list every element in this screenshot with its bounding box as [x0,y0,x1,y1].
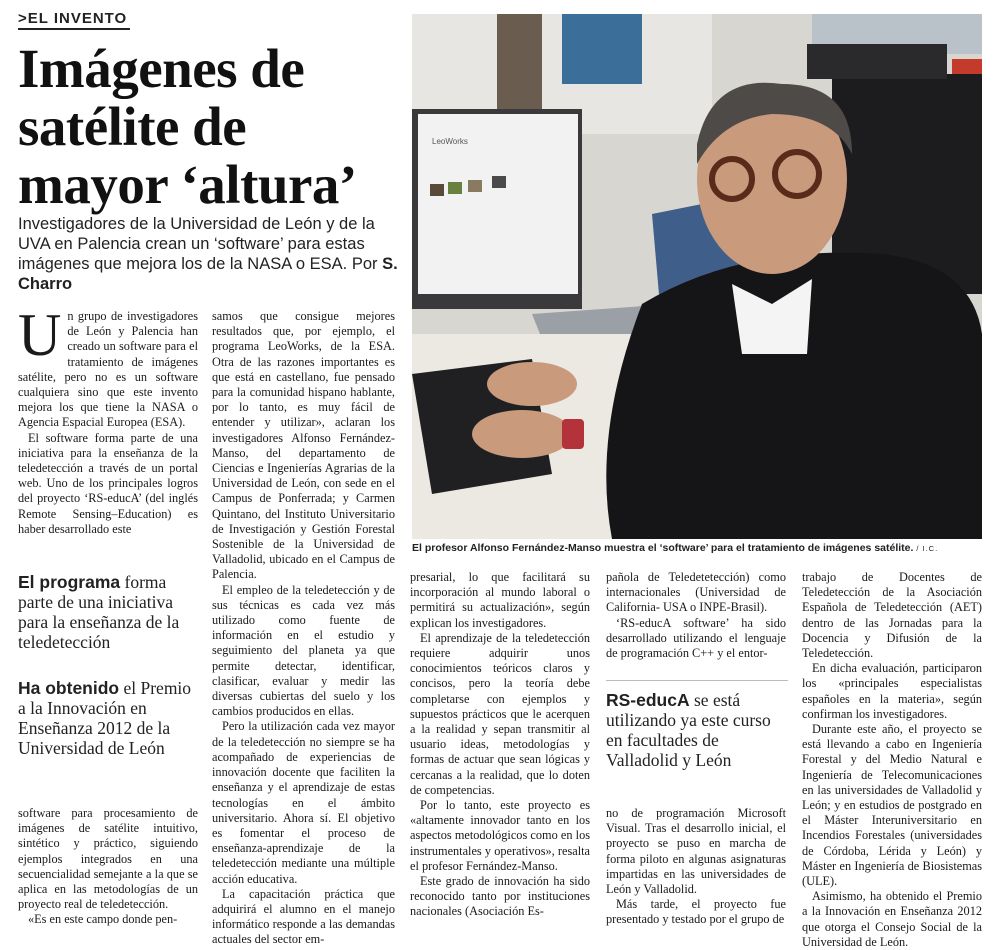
headline: Imágenes de satélite de mayor ‘altura’ [18,38,357,215]
paragraph: Por lo tanto, este proyecto es «altamente innovador tanto en los aspectos metodológicos como en los instrumentales y operativos», resalta el profesor Fernández-Manso. [410,798,590,873]
pullquote-3 [606,690,788,770]
paragraph: samos que consigue mejores resultados que, por ejemplo, el programa LeoWorks, de la ESA. Otra de las razones importantes es que está en castellano, fue pensado para la comunidad hispano hablante, por lo tanto, es muy fácil de entender y utilizar», aclaran los investigadores Alfonso Fernández-Manso, del departamento de Ciencias e Ingenierías Agrarias de la Universidad de León, con sede en el Campus de Ponferrada; y Carmen Quintano, del Instituto Universitario de Investigación y Gestión Forestal Sostenible de la Universidad de Valladolid, ubicado en el Campus de Palencia. [212,309,395,582]
paragraph: n grupo de investigadores de León y Palencia han creado un software para el tratamiento de imágenes satélite, pero no es un software cualquiera sino que este invento mejora los que tiene la NASA o Agencia Espacial Europea (ESA). [18,309,198,430]
paragraph: software para procesamiento de imágenes de satélite intuitivo, sintético y práctico, siguiendo ejemplos integrados en una secuencialidad semejante a la que se aplica en las metodologías de un proyecto real de teledetección. [18,806,198,912]
paragraph: Asimismo, ha obtenido el Premio a la Innovación en Enseñanza 2012 que otorga el Consejo Social de la Universidad de León. [802,889,982,949]
drop-cap: U [18,302,62,368]
article-column-1-bottom [18,806,198,928]
article-column-4-top [606,570,786,661]
paragraph: presarial, lo que facilitará su incorporación al mundo laboral o permitirá su actualización», según explican los investigadores. [410,570,590,630]
paragraph: El software forma parte de una iniciativa para la enseñanza de la teledetección a través de un portal web. Uno de los principales logros del proyecto ‘RS-educA’ (del inglés Remote Sensing–Education) es haber desarrollado este [18,430,198,536]
pullquote-lead: Ha obtenido [18,678,120,698]
paragraph: Pero la utilización cada vez mayor de la teledetección no siempre se ha acompañado de experiencias de innovación docente que faciliten la enseñanza y el aprendizaje de estas tecnologías en el ámbito universitario. Ahora sí. El objetivo es fomentar el proceso de enseñanza-aprendizaje de la teledetección mediante una múltiple acción educativa. [212,719,395,886]
pullquote-lead: RS-educA [606,690,690,710]
paragraph: «Es en este campo donde pen- [28,912,178,927]
paragraph: pañola de Teledetetección) como internacionales (Universidad de California- USA o INPE-Brasil). [606,570,786,615]
pullquote-text: se está utilizando ya este curso en facultades de Valladolid y León [606,690,771,770]
paragraph: Durante este año, el proyecto se está llevando a cabo en Ingeniería Forestal y del Medio Natural e Ingeniería de Telecomunicaciones en las universidades de Valladolid y León; y en estudios de postgrado en el Máster Interuniversitario en Incendios Forestales (universidades de Córdoba, Lérida y León) y Máster en Ingeniería de Biosistemas (ULE). [802,722,982,889]
article-column-4-bottom [606,806,786,928]
pullquote-rule [606,680,788,681]
paragraph: Este grado de innovación ha sido reconocido tanto por instituciones nacionales (Asociación Es- [410,874,590,919]
pullquote-text: el Premio a la Innovación en Enseñanza 2012 de la Universidad de León [18,678,192,758]
pullquote-text: forma parte de una iniciativa para la enseñanza de la teledetección [18,572,180,652]
lede-text: Investigadores de la Universidad de León y de la UVA en Palencia crean un ‘software’ para estas imágenes que mejora los de la NASA o ESA. Por [18,215,378,273]
article-column-3 [410,570,590,920]
caption-text: El profesor Alfonso Fernández-Manso muestra el ‘software’ para el tratamiento de imágenes satélite. [412,542,914,554]
paragraph: El empleo de la teledetección y de sus técnicas es cada vez más utilizado como fuente de información en el estudio y seguimiento del planeta ya que permite detectar, identificar, clasificar, evaluar y medir las diversas cubiertas del suelo y los cambios producidos en ellas. [212,582,395,719]
article-photo [412,14,982,539]
byline: S. Charro [18,255,398,293]
pullquote-2 [18,678,198,758]
article-column-5 [802,570,982,950]
paragraph: La capacitación práctica que adquirirá el alumno en el manejo informático responde a las demandas actuales del sector em- [212,886,395,947]
lede [18,214,410,294]
paragraph: Más tarde, el proyecto fue presentado y testado por el grupo de [606,897,786,927]
paragraph: En dicha evaluación, participaron los «principales especialistas españoles en la materia», según confirman los investigadores. [802,661,982,721]
pullquote-1 [18,572,198,652]
pullquote-lead: El programa [18,572,121,592]
paragraph: no de programación Microsoft Visual. Tras el desarrollo inicial, el proyecto se puso en marcha de forma piloto en algunas asignaturas impartidas en las universidades de León y Valladolid. [606,806,786,897]
photo-illustration [412,14,982,539]
paragraph: trabajo de Docentes de Teledetección de la Asociación Española de Teledetección (AET) dentro de las Jornadas para la Docencia y Difusión de la Teledetección. [802,570,982,661]
section-label: >EL INVENTO [18,10,130,30]
photo-caption [412,542,992,554]
photo-credit: / I.C. [916,544,939,553]
article-column-2 [212,309,395,948]
article-column-1 [18,302,198,537]
paragraph: ‘RS-educA software’ ha sido desarrollado utilizando el lenguaje de programación C++ y el entor- [606,615,786,661]
paragraph: El aprendizaje de la teledetección requiere adquirir unos conocimientos teóricos claros y concisos, pero la teoría debe completarse con ejemplos y supuestos prácticos que le acerquen a la realidad y sepan transmitir al usuario ideas, metodologías y formas de actuar que sean lógicas y cercanas a la realidad, que lo doten de competencias. [410,630,590,797]
screen-text: LeoWorks [432,137,468,146]
